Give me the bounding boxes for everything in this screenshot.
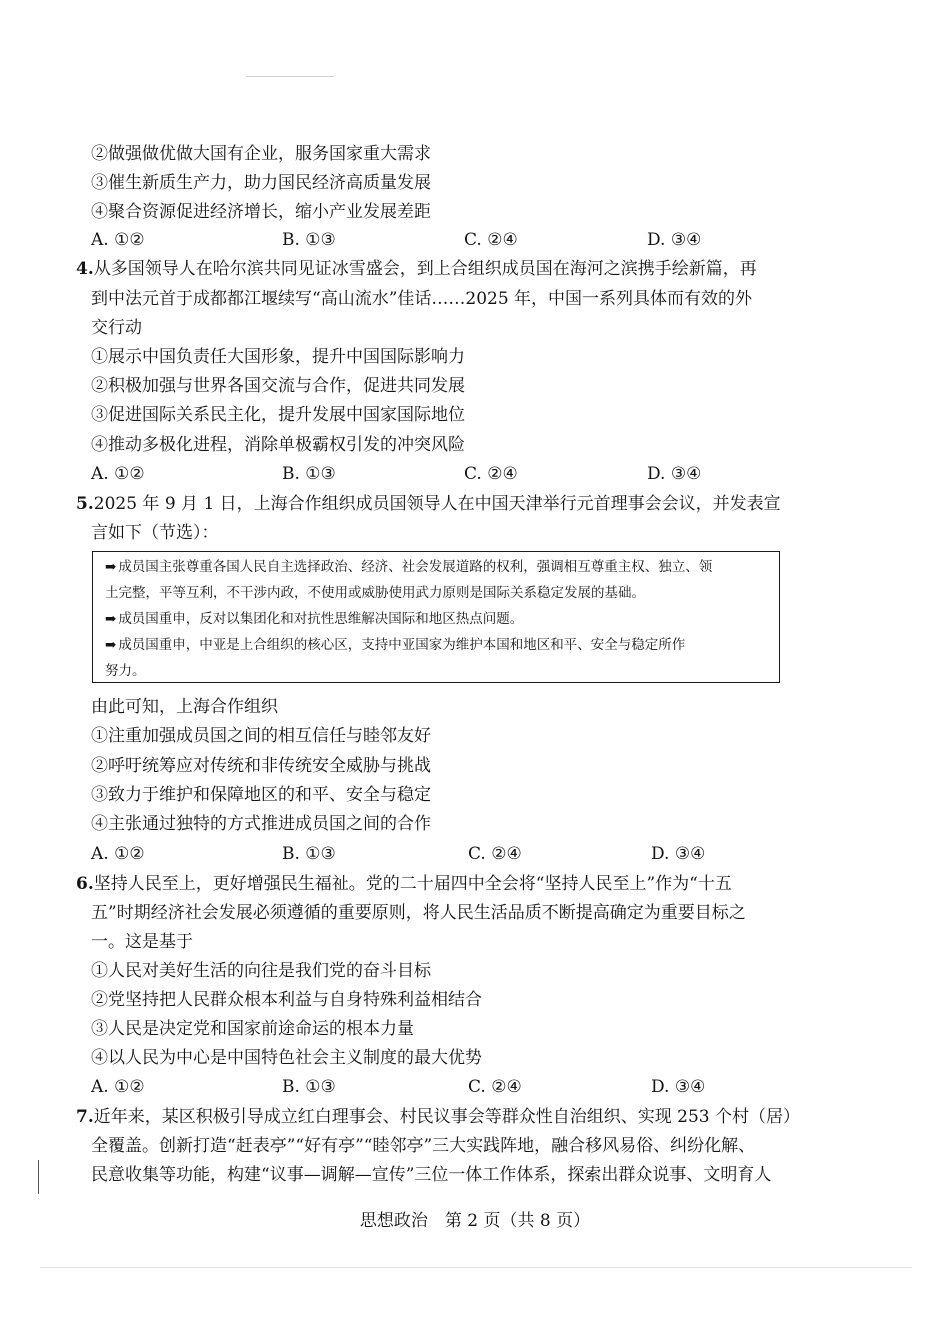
q5-choices [91, 843, 731, 865]
q5-option-4: ④主张通过独特的方式推进成员国之间的合作 [91, 814, 431, 834]
q3-choice-b: B. ①③ [282, 230, 336, 250]
q3-choices [91, 229, 731, 251]
q3-choice-d: D. ③④ [647, 230, 702, 250]
q7-stem-line-1: 7.近年来，某区积极引导成立红白理事会、村民议事会等群众性自治组织、实现 253 个村（居） [76, 1107, 801, 1127]
q6-choices [91, 1076, 731, 1098]
q4-number: 4. [76, 259, 94, 279]
q3-choice-a: A. ①② [91, 230, 145, 250]
q5-option-2: ②呼吁统筹应对传统和非传统安全威胁与挑战 [91, 756, 431, 776]
q6-choice-a: A. ①② [91, 1077, 145, 1097]
excerpt-line-3: ➡ 成员国重申，反对以集团化和对抗性思维解决国际和地区热点问题。 [105, 611, 524, 627]
page-footer: 思想政治 第 2 页（共 8 页） [359, 1211, 591, 1231]
declaration-excerpt-box [92, 551, 780, 683]
q4-choices [91, 463, 731, 485]
q5-choice-d: D. ③④ [651, 844, 706, 864]
q7-stem-line-3: 民意收集等功能，构建“议事—调解—宣传”三位一体工作体系，探索出群众说事、文明育人 [91, 1165, 772, 1185]
q6-option-1: ①人民对美好生活的向往是我们党的奋斗目标 [91, 961, 431, 981]
q4-option-2: ②积极加强与世界各国交流与合作，促进共同发展 [91, 376, 465, 396]
excerpt-line-2: 土完整，平等互利，不干涉内政，不使用或威胁使用武力原则是国际关系稳定发展的基础。 [105, 585, 645, 601]
q5-option-1: ①注重加强成员国之间的相互信任与睦邻友好 [91, 726, 431, 746]
q5-choice-a: A. ①② [91, 844, 145, 864]
top-rule [246, 76, 334, 77]
q5-stem-line-2: 言如下（节选）： [91, 523, 219, 543]
arrow-right-icon: ➡ [105, 637, 117, 653]
q4-choice-a: A. ①② [91, 464, 145, 484]
q4-option-3: ③促进国际关系民主化，提升发展中国家国际地位 [91, 405, 465, 425]
q6-option-3: ③人民是决定党和国家前途命运的根本力量 [91, 1019, 414, 1039]
q4-stem-line-2: 到中法元首于成都都江堰续写“高山流水”佳话……2025 年，中国一系列具体而有效的外 [91, 289, 753, 309]
q5-choice-c: C. ②④ [468, 844, 522, 864]
q6-choice-c: C. ②④ [468, 1077, 522, 1097]
arrow-right-icon: ➡ [105, 559, 117, 575]
q6-stem-line-3: 一。这是基于 [91, 932, 193, 952]
excerpt-line-4: ➡ 成员国重申，中亚是上合组织的核心区，支持中亚国家为维护本国和地区和平、安全与稳定所作 [105, 637, 686, 653]
q6-choice-d: D. ③④ [651, 1077, 706, 1097]
q3-option-2: ②做强做优做大国有企业，服务国家重大需求 [91, 144, 431, 164]
q4-choice-c: C. ②④ [464, 464, 518, 484]
q5-number: 5. [76, 494, 94, 514]
q6-option-4: ④以人民为中心是中国特色社会主义制度的最大优势 [91, 1048, 482, 1068]
q4-stem-line-1: 4.从多国领导人在哈尔滨共同见证冰雪盛会，到上合组织成员国在海河之滨携手绘新篇，再 [76, 259, 757, 279]
q6-choice-b: B. ①③ [282, 1077, 336, 1097]
q4-choice-b: B. ①③ [282, 464, 336, 484]
q3-option-3: ③催生新质生产力，助力国民经济高质量发展 [91, 173, 431, 193]
q4-option-4: ④推动多极化进程，消除单极霸权引发的冲突风险 [91, 435, 465, 455]
q4-choice-d: D. ③④ [647, 464, 702, 484]
q6-number: 6. [76, 874, 94, 894]
q3-option-4: ④聚合资源促进经济增长，缩小产业发展差距 [91, 202, 431, 222]
q6-stem-line-2: 五”时期经济社会发展必须遵循的重要原则，将人民生活品质不断提高确定为重要目标之 [91, 903, 746, 923]
q5-choice-b: B. ①③ [282, 844, 336, 864]
q3-choice-c: C. ②④ [464, 230, 518, 250]
q6-stem-line-1: 6.坚持人民至上，更好增强民生福祉。党的二十届四中全会将“坚持人民至上”作为“十五 [76, 874, 732, 894]
excerpt-line-1: ➡ 成员国主张尊重各国人民自主选择政治、经济、社会发展道路的权利，强调相互尊重主权、独立、领 [105, 559, 713, 575]
q4-stem-line-3: 交行动 [91, 318, 142, 338]
margin-line [38, 1160, 39, 1194]
q5-option-3: ③致力于维护和保障地区的和平、安全与稳定 [91, 785, 431, 805]
excerpt-line-5: 努力。 [105, 663, 146, 679]
q5-lead: 由此可知，上海合作组织 [91, 697, 278, 717]
q4-option-1: ①展示中国负责任大国形象，提升中国国际影响力 [91, 347, 465, 367]
q7-stem-line-2: 全覆盖。创新打造“赶表亭”“好有亭”“睦邻亭”三大实践阵地，融合移风易俗、纠纷化解、 [91, 1136, 756, 1156]
q7-number: 7. [76, 1107, 94, 1127]
bottom-rule [40, 1267, 912, 1268]
q6-option-2: ②党坚持把人民群众根本利益与自身特殊利益相结合 [91, 990, 482, 1010]
q5-stem-line-1: 5.2025 年 9 月 1 日，上海合作组织成员国领导人在中国天津举行元首理事会会议，并发表宣 [76, 494, 781, 514]
arrow-right-icon: ➡ [105, 611, 117, 627]
